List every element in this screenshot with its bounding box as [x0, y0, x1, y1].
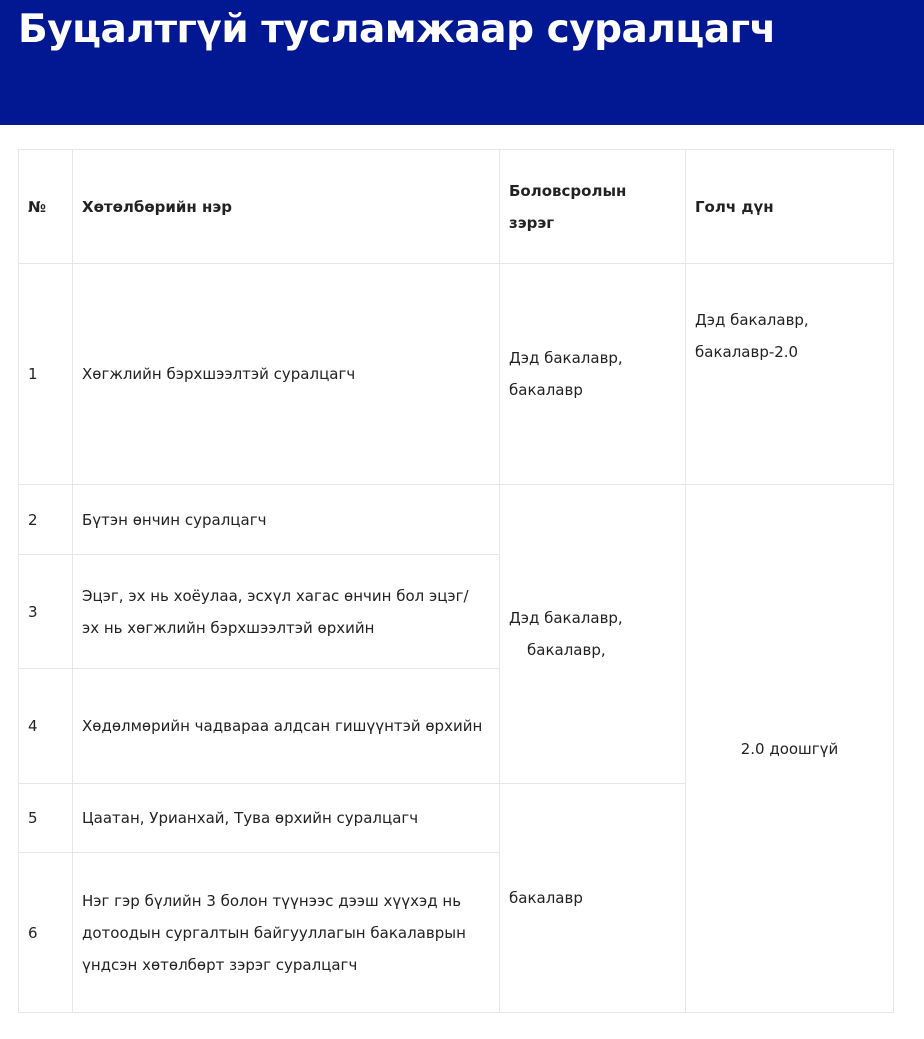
degree-line: Дэд бакалавр, — [509, 609, 623, 627]
programs-table — [18, 149, 894, 1013]
degree-cell — [500, 264, 686, 485]
page-title: Буцалтгүй тусламжаар суралцагч — [18, 7, 776, 52]
program-name: Нэг гэр бүлийн 3 болон түүнээс дээш хүүхэд нь дотоодын сургалтын байгууллагын бакалаврын үндсэн хөтөлбөрт зэрэг суралцагч — [73, 853, 500, 1013]
row-number: 4 — [19, 669, 73, 784]
gpa-line: Дэд бакалавр, — [695, 311, 809, 329]
column-header-degree: Боловсролын зэрэг — [500, 150, 686, 264]
column-header-program-name: Хөтөлбөрийн нэр — [73, 150, 500, 264]
table-header-row — [19, 150, 894, 264]
program-name: Цаатан, Урианхай, Тува өрхийн суралцагч — [73, 784, 500, 853]
row-number: 5 — [19, 784, 73, 853]
degree-cell: бакалавр — [500, 784, 686, 1013]
column-header-number: № — [19, 150, 73, 264]
program-name: Бүтэн өнчин суралцагч — [73, 485, 500, 555]
row-number: 6 — [19, 853, 73, 1013]
gpa-line: бакалавр-2.0 — [695, 343, 799, 361]
degree-line: бакалавр — [509, 381, 583, 399]
degree-line: Дэд бакалавр, — [509, 349, 623, 367]
table-row — [19, 264, 894, 485]
table-row — [19, 485, 894, 555]
gpa-cell — [686, 264, 894, 485]
program-name: Хөдөлмөрийн чадвараа алдсан гишүүнтэй өрхийн — [73, 669, 500, 784]
row-number: 1 — [19, 264, 73, 485]
page-header-banner — [0, 0, 924, 125]
degree-cell — [500, 485, 686, 784]
column-header-gpa: Голч дүн — [686, 150, 894, 264]
row-number: 2 — [19, 485, 73, 555]
row-number: 3 — [19, 555, 73, 669]
program-name: Хөгжлийн бэрхшээлтэй суралцагч — [73, 264, 500, 485]
gpa-cell: 2.0 доошгүй — [686, 485, 894, 1013]
degree-line: бакалавр, — [527, 641, 606, 659]
program-name: Эцэг, эх нь хоёулаа, эсхүл хагас өнчин бол эцэг/ эх нь хөгжлийн бэрхшээлтэй өрхийн — [73, 555, 500, 669]
